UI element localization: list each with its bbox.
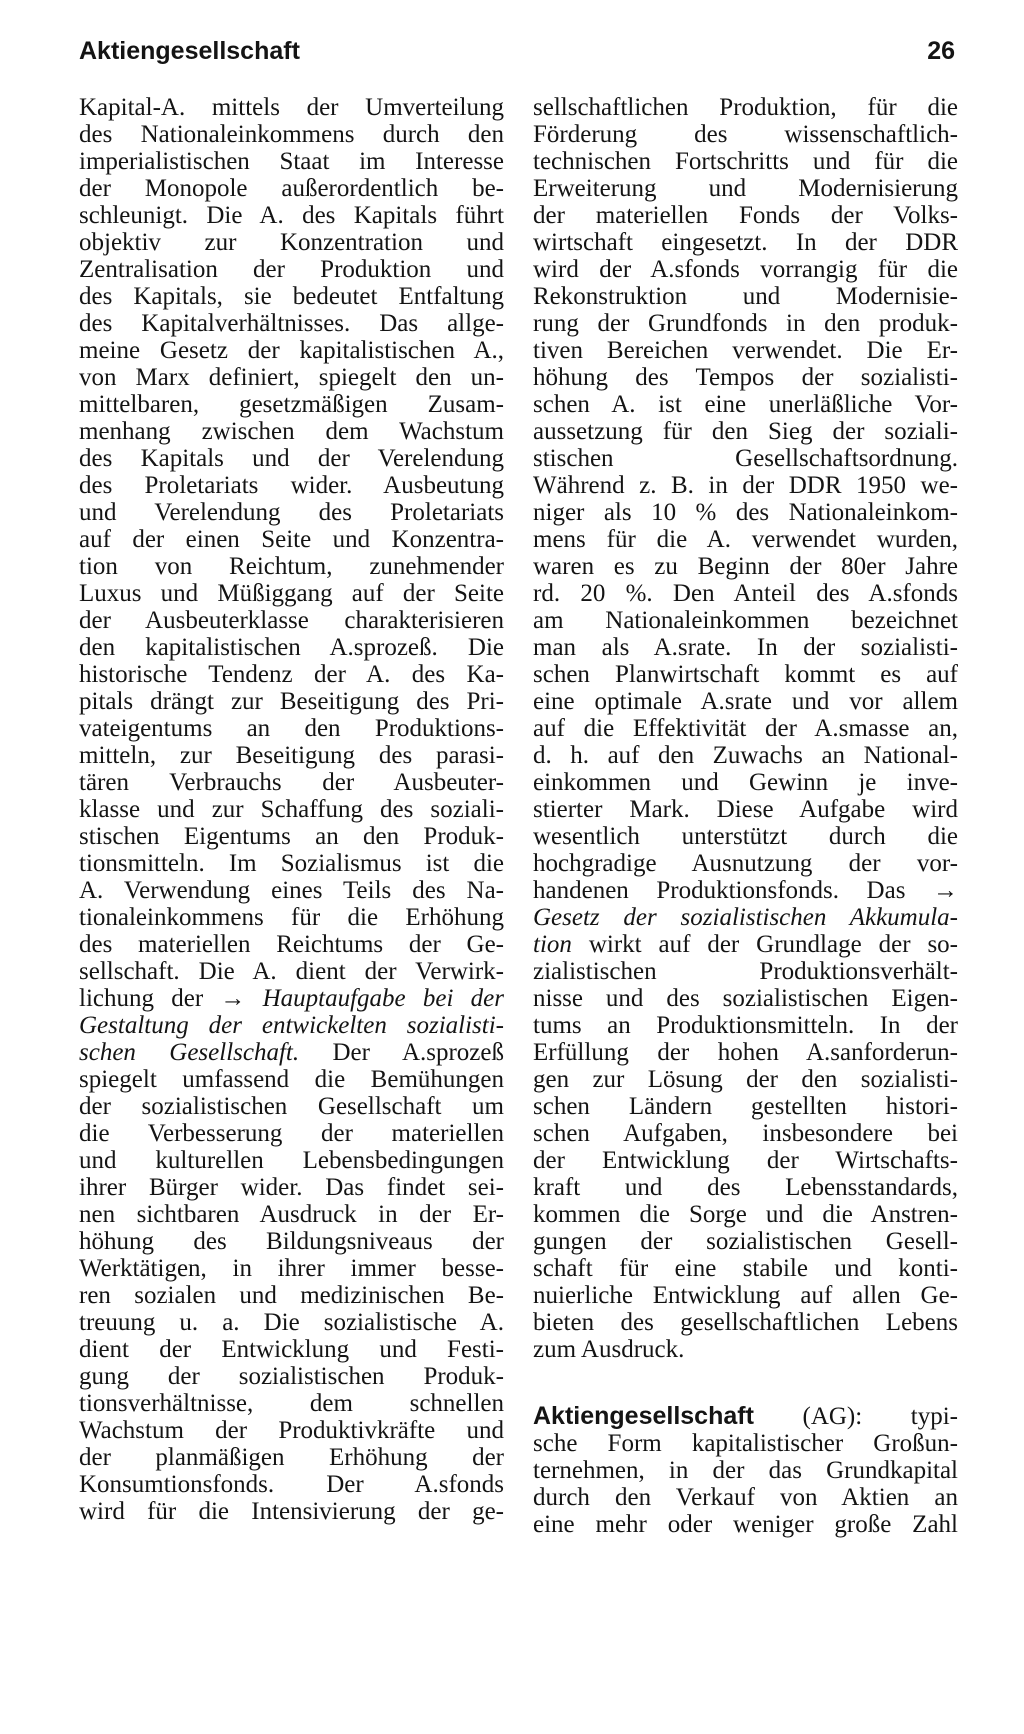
left-column-line bbox=[79, 94, 504, 121]
left-column-line bbox=[79, 769, 504, 796]
line-text: klasse und zur Schaffung des soziali- bbox=[79, 796, 504, 823]
right-column-line bbox=[533, 1457, 958, 1484]
left-column-line bbox=[79, 148, 504, 175]
right-column-line bbox=[533, 688, 958, 715]
line-text: vateigentums an den Produktions- bbox=[79, 715, 504, 742]
left-column-line bbox=[79, 1498, 504, 1525]
right-column-line bbox=[533, 445, 958, 472]
right-column-line bbox=[533, 1039, 958, 1066]
right-column-line bbox=[533, 1363, 958, 1403]
line-text: stischen Gesellschaftsordnung. bbox=[533, 445, 958, 472]
line-text: kommen die Sorge und die Anstren- bbox=[533, 1201, 958, 1228]
line-text: menhang zwischen dem Wachstum bbox=[79, 418, 504, 445]
right-column-line bbox=[533, 1336, 958, 1363]
line-text: der planmäßigen Erhöhung der bbox=[79, 1444, 504, 1471]
right-column-line bbox=[533, 958, 958, 985]
line-text: des Nationaleinkommens durch den bbox=[79, 121, 504, 148]
left-column-line bbox=[79, 742, 504, 769]
line-text: rung der Grundfonds in den produk- bbox=[533, 310, 958, 337]
right-column-line bbox=[533, 283, 958, 310]
line-text: imperialistischen Staat im Interesse bbox=[79, 148, 504, 175]
left-column-line bbox=[79, 526, 504, 553]
left-column-line bbox=[79, 580, 504, 607]
line-text: d. h. auf den Zuwachs an National- bbox=[533, 742, 958, 769]
left-column-line bbox=[79, 904, 504, 931]
left-column-line bbox=[79, 337, 504, 364]
left-column-line bbox=[79, 931, 504, 958]
line-text: (AG): typi- bbox=[753, 1403, 958, 1430]
line-text: gen zur Lösung der den sozialisti- bbox=[533, 1066, 958, 1093]
left-column-line bbox=[79, 607, 504, 634]
line-text: lichung der → bbox=[79, 985, 263, 1012]
left-column-line bbox=[79, 1309, 504, 1336]
line-text: rd. 20 %. Den Anteil des A.sfonds bbox=[533, 580, 958, 607]
right-column-line bbox=[533, 1174, 958, 1201]
line-text: höhung des Bildungsniveaus der bbox=[79, 1228, 504, 1255]
right-column-line bbox=[533, 1403, 958, 1430]
line-text: Erfüllung der hohen A.sanforderun- bbox=[533, 1039, 958, 1066]
line-text: waren es zu Beginn der 80er Jahre bbox=[533, 553, 958, 580]
right-column-line bbox=[533, 148, 958, 175]
line-text: schen Planwirtschaft kommt es auf bbox=[533, 661, 958, 688]
left-column-line bbox=[79, 634, 504, 661]
left-column-line bbox=[79, 985, 504, 1012]
right-column-line bbox=[533, 94, 958, 121]
line-text: technischen Fortschritts und für die bbox=[533, 148, 958, 175]
line-text: ternehmen, in der das Grundkapital bbox=[533, 1457, 958, 1484]
right-column-line bbox=[533, 1093, 958, 1120]
line-text: des Kapitals und der Verelendung bbox=[79, 445, 504, 472]
left-column-line bbox=[79, 1228, 504, 1255]
left-column-line bbox=[79, 1417, 504, 1444]
left-column-line bbox=[79, 445, 504, 472]
right-column-line bbox=[533, 1228, 958, 1255]
left-column-line bbox=[79, 256, 504, 283]
left-column-line bbox=[79, 1282, 504, 1309]
left-column-line bbox=[79, 1201, 504, 1228]
line-text: der Monopole außerordentlich be- bbox=[79, 175, 504, 202]
left-column-line bbox=[79, 1039, 504, 1066]
line-text: und kulturellen Lebensbedingungen bbox=[79, 1147, 504, 1174]
line-text: tionsmitteln. Im Sozialismus ist die bbox=[79, 850, 504, 877]
right-column-line bbox=[533, 1511, 958, 1538]
cross-reference: Gesetz der sozialistischen Akkumula- bbox=[533, 904, 958, 931]
line-text: wirkt auf der Grundlage der so- bbox=[571, 931, 958, 958]
line-text: aussetzung für den Sieg der soziali- bbox=[533, 418, 958, 445]
line-text: objektiv zur Konzentration und bbox=[79, 229, 504, 256]
line-text: der Ausbeuterklasse charakterisieren bbox=[79, 607, 504, 634]
left-column-line bbox=[79, 175, 504, 202]
right-column-line bbox=[533, 1066, 958, 1093]
line-text: von Marx definiert, spiegelt den un- bbox=[79, 364, 504, 391]
right-column-line bbox=[533, 391, 958, 418]
line-text: schaft für eine stabile und konti- bbox=[533, 1255, 958, 1282]
line-text: tionsverhältnisse, dem schnellen bbox=[79, 1390, 504, 1417]
left-column-line bbox=[79, 823, 504, 850]
left-column-line bbox=[79, 1336, 504, 1363]
right-column-line bbox=[533, 1120, 958, 1147]
cross-reference: Gestaltung der entwickelten sozialisti- bbox=[79, 1012, 504, 1039]
right-column-line bbox=[533, 634, 958, 661]
left-column-line bbox=[79, 1444, 504, 1471]
line-text: der Entwicklung der Wirtschafts- bbox=[533, 1147, 958, 1174]
right-column-line bbox=[533, 1282, 958, 1309]
right-column-line bbox=[533, 769, 958, 796]
line-text: zialistischen Produktionsverhält- bbox=[533, 958, 958, 985]
line-text: tiven Bereichen verwendet. Die Er- bbox=[533, 337, 958, 364]
right-column-line bbox=[533, 850, 958, 877]
line-text: dient der Entwicklung und Festi- bbox=[79, 1336, 504, 1363]
line-text: mittelbaren, gesetzmäßigen Zusam- bbox=[79, 391, 504, 418]
line-text: nuierliche Entwicklung auf allen Ge- bbox=[533, 1282, 958, 1309]
line-text: tion von Reichtum, zunehmender bbox=[79, 553, 504, 580]
left-column-line bbox=[79, 1093, 504, 1120]
line-text: sche Form kapitalistischer Großun- bbox=[533, 1430, 958, 1457]
right-column-line bbox=[533, 904, 958, 931]
right-column-line bbox=[533, 661, 958, 688]
line-text: pitals drängt zur Beseitigung des Pri- bbox=[79, 688, 504, 715]
line-text: schen A. ist eine unerläßliche Vor- bbox=[533, 391, 958, 418]
line-text: auf der einen Seite und Konzentra- bbox=[79, 526, 504, 553]
right-column-line bbox=[533, 1147, 958, 1174]
left-column-line bbox=[79, 499, 504, 526]
line-text: man als A.srate. In der sozialisti- bbox=[533, 634, 958, 661]
line-text: schen Ländern gestellten histori- bbox=[533, 1093, 958, 1120]
right-column-line bbox=[533, 796, 958, 823]
line-text: sellschaft. Die A. dient der Verwirk- bbox=[79, 958, 504, 985]
line-text: der sozialistischen Gesellschaft um bbox=[79, 1093, 504, 1120]
left-column-line bbox=[79, 283, 504, 310]
left-column-line bbox=[79, 1471, 504, 1498]
line-text: schen Aufgaben, insbesondere bei bbox=[533, 1120, 958, 1147]
left-column-line bbox=[79, 715, 504, 742]
left-column-line bbox=[79, 1390, 504, 1417]
right-column-line bbox=[533, 985, 958, 1012]
line-text: sellschaftlichen Produktion, für die bbox=[533, 94, 958, 121]
page-number: 26 bbox=[927, 37, 955, 65]
line-text: Konsumtionsfonds. Der A.sfonds bbox=[79, 1471, 504, 1498]
line-text: bieten des gesellschaftlichen Lebens bbox=[533, 1309, 958, 1336]
right-column-line bbox=[533, 256, 958, 283]
line-text: des Kapitals, sie bedeutet Entfaltung bbox=[79, 283, 504, 310]
line-text: auf die Effektivität der A.smasse an, bbox=[533, 715, 958, 742]
line-text: einkommen und Gewinn je inve- bbox=[533, 769, 958, 796]
line-text: stierter Mark. Diese Aufgabe wird bbox=[533, 796, 958, 823]
line-text: niger als 10 % des Nationaleinkom- bbox=[533, 499, 958, 526]
line-text: nisse und des sozialistischen Eigen- bbox=[533, 985, 958, 1012]
left-column-line bbox=[79, 553, 504, 580]
line-text: wird der A.sfonds vorrangig für die bbox=[533, 256, 958, 283]
left-column-line bbox=[79, 877, 504, 904]
line-text: der materiellen Fonds der Volks- bbox=[533, 202, 958, 229]
line-text: den kapitalistischen A.sprozeß. Die bbox=[79, 634, 504, 661]
line-text: handenen Produktionsfonds. Das → bbox=[533, 877, 958, 904]
line-text: höhung des Tempos der sozialisti- bbox=[533, 364, 958, 391]
cross-reference: tion bbox=[533, 931, 572, 958]
left-column-line bbox=[79, 1363, 504, 1390]
line-text: meine Gesetz der kapitalistischen A., bbox=[79, 337, 504, 364]
line-text: mens für die A. verwendet wurden, bbox=[533, 526, 958, 553]
right-column-line bbox=[533, 1012, 958, 1039]
cross-reference: schen Gesellschaft. bbox=[79, 1039, 300, 1066]
line-text: Während z. B. in der DDR 1950 we- bbox=[533, 472, 958, 499]
left-column-line bbox=[79, 958, 504, 985]
line-text: am Nationaleinkommen bezeichnet bbox=[533, 607, 958, 634]
line-text: des Kapitalverhältnisses. Das allge- bbox=[79, 310, 504, 337]
line-text: Luxus und Müßiggang auf der Seite bbox=[79, 580, 504, 607]
right-column-line bbox=[533, 1201, 958, 1228]
line-text: mitteln, zur Beseitigung des parasi- bbox=[79, 742, 504, 769]
left-column-line bbox=[79, 202, 504, 229]
right-column-line bbox=[533, 931, 958, 958]
right-column-line bbox=[533, 121, 958, 148]
line-text: des materiellen Reichtums der Ge- bbox=[79, 931, 504, 958]
right-column-line bbox=[533, 202, 958, 229]
line-text: kraft und des Lebensstandards, bbox=[533, 1174, 958, 1201]
right-column-line bbox=[533, 175, 958, 202]
line-text: spiegelt umfassend die Bemühungen bbox=[79, 1066, 504, 1093]
right-column-line bbox=[533, 742, 958, 769]
right-column-line bbox=[533, 1484, 958, 1511]
left-column-line bbox=[79, 1174, 504, 1201]
right-column-line bbox=[533, 1309, 958, 1336]
line-text: Rekonstruktion und Modernisie- bbox=[533, 283, 958, 310]
right-column-line bbox=[533, 715, 958, 742]
line-text: schleunigt. Die A. des Kapitals führt bbox=[79, 202, 504, 229]
left-column-line bbox=[79, 661, 504, 688]
line-text: Förderung des wissenschaftlich- bbox=[533, 121, 958, 148]
left-column-line bbox=[79, 472, 504, 499]
left-column-line bbox=[79, 688, 504, 715]
right-column bbox=[533, 94, 958, 1538]
left-column-line bbox=[79, 229, 504, 256]
right-column-line bbox=[533, 229, 958, 256]
right-column-line bbox=[533, 337, 958, 364]
right-column-line bbox=[533, 364, 958, 391]
line-text: des Proletariats wider. Ausbeutung bbox=[79, 472, 504, 499]
line-text: tionaleinkommens für die Erhöhung bbox=[79, 904, 504, 931]
line-text: wird für die Intensivierung der ge- bbox=[79, 1498, 504, 1525]
line-text: zum Ausdruck. bbox=[533, 1336, 685, 1363]
right-column-line bbox=[533, 877, 958, 904]
line-text: stischen Eigentums an den Produk- bbox=[79, 823, 504, 850]
cross-reference: Hauptaufgabe bei der bbox=[262, 985, 504, 1012]
left-column-line bbox=[79, 310, 504, 337]
left-column-line bbox=[79, 364, 504, 391]
line-text: nen sichtbaren Ausdruck in der Er- bbox=[79, 1201, 504, 1228]
line-text: eine optimale A.srate und vor allem bbox=[533, 688, 958, 715]
right-column-line bbox=[533, 499, 958, 526]
line-text: hochgradige Ausnutzung der vor- bbox=[533, 850, 958, 877]
line-text: Der A.sprozeß bbox=[299, 1039, 504, 1066]
line-text: durch den Verkauf von Aktien an bbox=[533, 1484, 958, 1511]
line-text: Zentralisation der Produktion und bbox=[79, 256, 504, 283]
right-column-line bbox=[533, 1255, 958, 1282]
left-column-line bbox=[79, 1255, 504, 1282]
line-text: ren sozialen und medizinischen Be- bbox=[79, 1282, 504, 1309]
page-header bbox=[79, 34, 955, 74]
line-text: tären Verbrauchs der Ausbeuter- bbox=[79, 769, 504, 796]
line-text: Erweiterung und Modernisierung bbox=[533, 175, 958, 202]
left-column-line bbox=[79, 1147, 504, 1174]
line-text: und Verelendung des Proletariats bbox=[79, 499, 504, 526]
right-column-line bbox=[533, 526, 958, 553]
line-text: ihrer Bürger wider. Das findet sei- bbox=[79, 1174, 504, 1201]
left-column-line bbox=[79, 121, 504, 148]
line-text: historische Tendenz der A. des Ka- bbox=[79, 661, 504, 688]
left-column bbox=[79, 94, 504, 1525]
right-column-line bbox=[533, 1430, 958, 1457]
line-text: wirtschaft eingesetzt. In der DDR bbox=[533, 229, 958, 256]
running-head: Aktiengesellschaft bbox=[79, 37, 300, 65]
line-text: wesentlich unterstützt durch die bbox=[533, 823, 958, 850]
line-text: tums an Produktionsmitteln. In der bbox=[533, 1012, 958, 1039]
right-column-line bbox=[533, 418, 958, 445]
line-text: gung der sozialistischen Produk- bbox=[79, 1363, 504, 1390]
right-column-line bbox=[533, 553, 958, 580]
left-column-line bbox=[79, 850, 504, 877]
line-text: Werktätigen, in ihrer immer besse- bbox=[79, 1255, 504, 1282]
left-column-line bbox=[79, 796, 504, 823]
line-text: Wachstum der Produktivkräfte und bbox=[79, 1417, 504, 1444]
line-text: eine mehr oder weniger große Zahl bbox=[533, 1511, 958, 1538]
entry-headword: Aktiengesellschaft bbox=[533, 1403, 754, 1430]
line-text: gungen der sozialistischen Gesell- bbox=[533, 1228, 958, 1255]
right-column-line bbox=[533, 823, 958, 850]
line-text: Kapital-A. mittels der Umverteilung bbox=[79, 94, 504, 121]
line-text: A. Verwendung eines Teils des Na- bbox=[79, 877, 504, 904]
left-column-line bbox=[79, 1012, 504, 1039]
line-text: treuung u. a. Die sozialistische A. bbox=[79, 1309, 504, 1336]
left-column-line bbox=[79, 1066, 504, 1093]
right-column-line bbox=[533, 607, 958, 634]
left-column-line bbox=[79, 391, 504, 418]
line-text: die Verbesserung der materiellen bbox=[79, 1120, 504, 1147]
right-column-line bbox=[533, 310, 958, 337]
left-column-line bbox=[79, 418, 504, 445]
left-column-line bbox=[79, 1120, 504, 1147]
right-column-line bbox=[533, 580, 958, 607]
right-column-line bbox=[533, 472, 958, 499]
